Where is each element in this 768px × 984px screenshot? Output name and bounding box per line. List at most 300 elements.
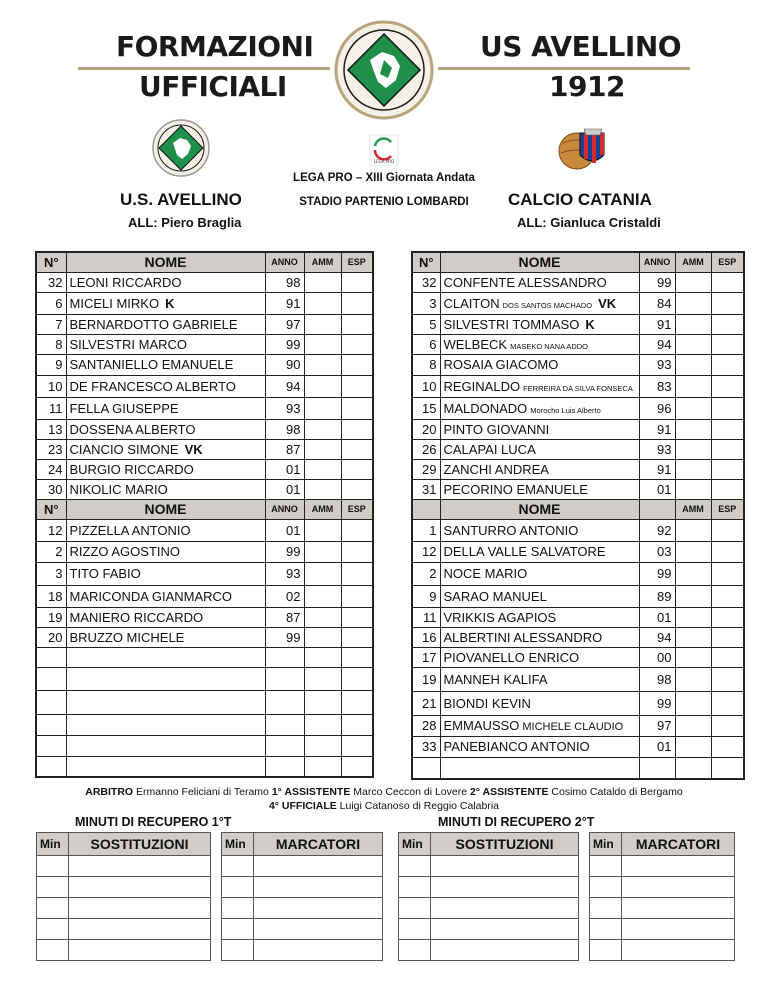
yellow-card-cell <box>675 397 711 419</box>
yellow-card-cell <box>304 607 341 627</box>
red-card-cell <box>711 627 744 647</box>
player-row <box>36 419 373 439</box>
empty-cell <box>304 735 341 756</box>
player-year: 97 <box>639 715 675 736</box>
player-number: 18 <box>36 585 66 607</box>
yellow-card-cell <box>304 541 341 562</box>
player-name-cell <box>66 292 265 314</box>
yellow-card-cell <box>675 647 711 667</box>
player-row <box>412 627 744 647</box>
fourth-official-name: Luigi Catanoso di Reggio Calabria <box>339 800 500 812</box>
entry-cell <box>622 877 735 898</box>
entry-cell <box>431 856 579 877</box>
entry-row <box>399 940 579 961</box>
player-name-cell <box>440 647 639 667</box>
min-cell <box>399 940 431 961</box>
red-card-cell <box>341 607 373 627</box>
player-name-cell <box>66 607 265 627</box>
assistant1-name: Marco Ceccon di Lovere <box>353 786 468 798</box>
red-card-cell <box>711 519 744 541</box>
min-cell <box>590 940 622 961</box>
player-name: CALAPAI LUCA <box>443 441 536 457</box>
min-cell <box>222 940 254 961</box>
min-cell <box>590 919 622 940</box>
player-number: 3 <box>36 562 66 585</box>
player-name: SILVESTRI TOMMASO <box>443 316 580 332</box>
yellow-card-cell <box>304 272 341 292</box>
player-name: ROSAIA GIACOMO <box>443 357 559 372</box>
yellow-card-cell <box>304 479 341 499</box>
player-number: 33 <box>412 736 440 757</box>
header-substitutions: SOSTITUZIONI <box>431 833 579 856</box>
player-name: NOCE MARIO <box>443 566 528 581</box>
empty-row <box>36 667 373 690</box>
player-name-cell <box>440 479 639 499</box>
red-card-cell <box>341 627 373 647</box>
entry-cell <box>622 919 735 940</box>
home-substitutions-table <box>36 832 211 961</box>
player-name-cell <box>440 585 639 607</box>
header-min: Min <box>222 833 254 856</box>
player-number: 13 <box>36 419 66 439</box>
red-card-cell <box>711 691 744 715</box>
player-name: ZANCHI ANDREA <box>443 461 549 477</box>
player-row <box>36 519 373 541</box>
red-card-cell <box>341 562 373 585</box>
header-min: Min <box>590 833 622 856</box>
player-name-cell <box>66 397 265 419</box>
player-name: SARAO MANUEL <box>443 588 547 604</box>
entry-cell <box>431 877 579 898</box>
entry-row <box>37 877 211 898</box>
player-year: 91 <box>639 459 675 479</box>
player-row <box>412 439 744 459</box>
player-row <box>412 562 744 585</box>
player-year: 90 <box>265 354 304 375</box>
player-name: MANIERO RICCARDO <box>69 609 204 625</box>
red-card-cell <box>341 334 373 354</box>
yellow-card-cell <box>675 314 711 334</box>
min-cell <box>399 856 431 877</box>
title-ufficiali: UFFICIALI <box>139 70 287 103</box>
entry-row <box>590 919 735 940</box>
red-card-cell <box>711 585 744 607</box>
player-number: 8 <box>412 354 440 375</box>
player-name-cell <box>440 334 639 354</box>
player-name: LEONI RICCARDO <box>69 274 182 290</box>
empty-cell <box>304 667 341 690</box>
min-cell <box>399 919 431 940</box>
red-card-cell <box>711 397 744 419</box>
empty-row <box>36 735 373 756</box>
player-number: 12 <box>412 541 440 562</box>
player-row <box>412 541 744 562</box>
player-name: BURGIO RICCARDO <box>69 461 194 477</box>
yellow-card-cell <box>304 397 341 419</box>
red-card-cell <box>711 334 744 354</box>
player-name-cell <box>440 354 639 375</box>
empty-cell <box>711 757 744 779</box>
assistant2-label: 2° ASSISTENTE <box>469 786 549 798</box>
player-full-name: DOS SANTOS MACHADO <box>502 300 593 310</box>
player-name: REGINALDO <box>443 378 521 394</box>
red-card-cell <box>711 562 744 585</box>
empty-cell <box>66 714 265 735</box>
yellow-card-cell <box>675 272 711 292</box>
avellino-small-logo <box>151 118 211 178</box>
player-year: 01 <box>265 459 304 479</box>
red-card-cell <box>711 667 744 691</box>
player-row <box>36 585 373 607</box>
player-row <box>412 736 744 757</box>
player-year: 99 <box>639 562 675 585</box>
red-card-cell <box>341 272 373 292</box>
empty-cell <box>265 647 304 667</box>
player-row <box>36 272 373 292</box>
player-year: 91 <box>265 292 304 314</box>
empty-cell <box>412 757 440 779</box>
red-card-cell <box>341 585 373 607</box>
yellow-card-cell <box>304 334 341 354</box>
empty-row <box>412 757 744 779</box>
empty-row <box>36 647 373 667</box>
player-row <box>36 375 373 397</box>
min-cell <box>590 877 622 898</box>
empty-row <box>36 690 373 714</box>
entry-row <box>590 877 735 898</box>
recupero-second-half: MINUTI DI RECUPERO 2°T <box>438 815 595 829</box>
player-name: MANNEH KALIFA <box>443 671 548 687</box>
captain-badge: VK <box>184 441 203 457</box>
player-name-cell <box>66 585 265 607</box>
player-name-cell <box>66 519 265 541</box>
player-year: 98 <box>265 272 304 292</box>
player-full-name: Morocho Luis Alberto <box>530 405 601 415</box>
empty-cell <box>341 647 373 667</box>
player-number: 24 <box>36 459 66 479</box>
player-number: 30 <box>36 479 66 499</box>
player-number: 32 <box>36 272 66 292</box>
player-name: BIONDI KEVIN <box>443 695 531 711</box>
competition-label: LEGA PRO – XIII Giornata Andata <box>293 172 475 184</box>
empty-cell <box>66 735 265 756</box>
player-row <box>36 334 373 354</box>
player-name-cell <box>440 736 639 757</box>
player-name-cell <box>66 479 265 499</box>
table-header-row <box>399 833 579 856</box>
entry-cell <box>69 898 211 919</box>
player-name-cell <box>66 314 265 334</box>
player-year: 99 <box>265 627 304 647</box>
header-num: N° <box>36 499 66 519</box>
player-name-cell <box>440 272 639 292</box>
player-name: RIZZO AGOSTINO <box>69 544 181 559</box>
header-name: NOME <box>440 252 639 272</box>
entry-cell <box>254 940 383 961</box>
header-esp: ESP <box>341 252 373 272</box>
entry-row <box>37 856 211 877</box>
player-number: 11 <box>412 607 440 627</box>
player-full-name: MASEKO NANA ADDO <box>510 341 589 351</box>
player-row <box>36 607 373 627</box>
player-row <box>36 562 373 585</box>
player-name-cell <box>440 667 639 691</box>
player-row <box>412 585 744 607</box>
entry-cell <box>622 898 735 919</box>
recupero-first-half: MINUTI DI RECUPERO 1°T <box>75 815 232 829</box>
player-number: 26 <box>412 439 440 459</box>
player-number: 1 <box>412 519 440 541</box>
player-number: 29 <box>412 459 440 479</box>
title-club: US AVELLINO <box>480 30 682 63</box>
entry-cell <box>431 940 579 961</box>
fourth-official-label: 4° UFFICIALE <box>268 800 337 812</box>
yellow-card-cell <box>675 419 711 439</box>
player-row <box>412 334 744 354</box>
empty-cell <box>304 647 341 667</box>
player-name-cell <box>66 354 265 375</box>
player-name: PECORINO EMANUELE <box>443 481 588 497</box>
player-name: CONFENTE ALESSANDRO <box>443 274 607 290</box>
player-row <box>412 419 744 439</box>
yellow-card-cell <box>304 562 341 585</box>
player-year: 87 <box>265 607 304 627</box>
entry-row <box>37 940 211 961</box>
arbitro-label: ARBITRO <box>85 786 134 798</box>
entry-row <box>222 856 383 877</box>
player-number: 8 <box>36 334 66 354</box>
officials-line-2 <box>0 800 768 812</box>
table-header-row <box>412 252 744 272</box>
table-header-row <box>590 833 735 856</box>
red-card-cell <box>711 607 744 627</box>
red-card-cell <box>711 647 744 667</box>
player-name-cell <box>440 419 639 439</box>
player-number: 19 <box>36 607 66 627</box>
player-row <box>412 691 744 715</box>
player-name-cell <box>66 459 265 479</box>
red-card-cell <box>711 541 744 562</box>
player-name: NIKOLIC MARIO <box>69 481 168 497</box>
player-name: PANEBIANCO ANTONIO <box>443 739 590 754</box>
yellow-card-cell <box>675 691 711 715</box>
player-name-cell <box>66 334 265 354</box>
captain-badge: K <box>585 316 595 332</box>
player-number: 31 <box>412 479 440 499</box>
entry-row <box>399 856 579 877</box>
entry-row <box>37 898 211 919</box>
red-card-cell <box>711 272 744 292</box>
player-row <box>36 354 373 375</box>
entry-cell <box>254 898 383 919</box>
player-row <box>36 479 373 499</box>
player-year: 83 <box>639 375 675 397</box>
empty-cell <box>304 714 341 735</box>
empty-cell <box>341 714 373 735</box>
entry-row <box>590 940 735 961</box>
empty-cell <box>341 756 373 777</box>
player-year: 94 <box>639 627 675 647</box>
header-amm: AMM <box>304 252 341 272</box>
player-row <box>36 541 373 562</box>
player-name: CLAITON <box>443 295 500 311</box>
yellow-card-cell <box>304 314 341 334</box>
player-name-cell <box>440 292 639 314</box>
home-scorers-table <box>221 832 383 961</box>
header-num <box>412 499 440 519</box>
player-year: 93 <box>639 354 675 375</box>
title-formazioni: FORMAZIONI <box>116 30 314 63</box>
player-row <box>36 627 373 647</box>
entry-cell <box>69 940 211 961</box>
player-number: 10 <box>412 375 440 397</box>
red-card-cell <box>711 314 744 334</box>
player-year: 01 <box>265 519 304 541</box>
player-number: 3 <box>412 292 440 314</box>
empty-cell <box>265 667 304 690</box>
player-name: SANTURRO ANTONIO <box>443 522 579 538</box>
header-year: ANNO <box>265 252 304 272</box>
red-card-cell <box>341 375 373 397</box>
header-name: NOME <box>66 252 265 272</box>
min-cell <box>37 856 69 877</box>
entry-cell <box>622 856 735 877</box>
player-row <box>412 647 744 667</box>
home-team-name: U.S. AVELLINO <box>120 190 242 209</box>
player-name: MALDONADO <box>443 400 528 416</box>
player-number: 6 <box>412 334 440 354</box>
red-card-cell <box>711 292 744 314</box>
player-name-cell <box>440 715 639 736</box>
yellow-card-cell <box>675 334 711 354</box>
player-name: CIANCIO SIMONE <box>69 441 179 457</box>
min-cell <box>590 856 622 877</box>
player-row <box>412 715 744 736</box>
empty-cell <box>36 667 66 690</box>
min-cell <box>37 919 69 940</box>
player-number: 2 <box>36 541 66 562</box>
yellow-card-cell <box>675 354 711 375</box>
header-year: ANNO <box>639 252 675 272</box>
header-rule-right <box>438 67 690 70</box>
empty-cell <box>265 756 304 777</box>
entry-row <box>590 898 735 919</box>
player-name-cell <box>440 375 639 397</box>
yellow-card-cell <box>675 439 711 459</box>
player-year: 99 <box>265 334 304 354</box>
table-header-row <box>36 252 373 272</box>
player-name: FELLA GIUSEPPE <box>69 400 179 416</box>
player-name-cell <box>440 519 639 541</box>
captain-badge: VK <box>598 295 617 311</box>
entry-row <box>37 919 211 940</box>
player-year: 01 <box>639 479 675 499</box>
home-roster-table <box>35 251 374 778</box>
player-name: ALBERTINI ALESSANDRO <box>443 629 603 645</box>
stadium-label: STADIO PARTENIO LOMBARDI <box>299 196 469 208</box>
empty-cell <box>341 667 373 690</box>
red-card-cell <box>711 459 744 479</box>
player-row <box>412 479 744 499</box>
away-substitutions-table <box>398 832 579 961</box>
player-name-cell <box>66 627 265 647</box>
svg-text:LEGA PRO: LEGA PRO <box>373 159 395 164</box>
empty-row <box>36 756 373 777</box>
player-name: PINTO GIOVANNI <box>443 421 550 437</box>
player-year: 00 <box>639 647 675 667</box>
entry-cell <box>69 856 211 877</box>
empty-cell <box>36 735 66 756</box>
player-name-cell <box>440 397 639 419</box>
player-row <box>412 314 744 334</box>
yellow-card-cell <box>675 736 711 757</box>
red-card-cell <box>711 736 744 757</box>
player-year: 93 <box>639 439 675 459</box>
yellow-card-cell <box>304 419 341 439</box>
player-name-cell <box>66 541 265 562</box>
player-number: 21 <box>412 691 440 715</box>
entry-row <box>222 877 383 898</box>
player-row <box>412 519 744 541</box>
player-row <box>412 459 744 479</box>
red-card-cell <box>341 459 373 479</box>
header-min: Min <box>37 833 69 856</box>
player-year: 01 <box>639 607 675 627</box>
player-number: 9 <box>36 354 66 375</box>
player-name: DE FRANCESCO ALBERTO <box>69 378 236 394</box>
player-name: MICELI MIRKO <box>69 295 160 311</box>
empty-cell <box>675 757 711 779</box>
empty-cell <box>36 690 66 714</box>
player-year: 97 <box>265 314 304 334</box>
player-year: 98 <box>265 419 304 439</box>
red-card-cell <box>711 479 744 499</box>
player-row <box>36 314 373 334</box>
player-number: 12 <box>36 519 66 541</box>
yellow-card-cell <box>675 627 711 647</box>
entry-row <box>222 898 383 919</box>
away-coach: ALL: Gianluca Cristaldi <box>517 215 661 230</box>
empty-cell <box>66 647 265 667</box>
entry-row <box>399 898 579 919</box>
red-card-cell <box>341 314 373 334</box>
header-num: N° <box>36 252 66 272</box>
min-cell <box>37 877 69 898</box>
entry-row <box>399 919 579 940</box>
yellow-card-cell <box>304 439 341 459</box>
player-row <box>36 459 373 479</box>
player-year: 92 <box>639 519 675 541</box>
entry-row <box>222 940 383 961</box>
player-row <box>412 354 744 375</box>
player-name-cell <box>440 607 639 627</box>
player-year: 84 <box>639 292 675 314</box>
header-name: NOME <box>440 499 639 519</box>
player-year: 89 <box>639 585 675 607</box>
player-number: 2 <box>412 562 440 585</box>
table-header-row <box>37 833 211 856</box>
header-scorers: MARCATORI <box>622 833 735 856</box>
yellow-card-cell <box>675 459 711 479</box>
lega-pro-logo <box>369 134 399 166</box>
yellow-card-cell <box>304 292 341 314</box>
red-card-cell <box>341 397 373 419</box>
empty-cell <box>341 690 373 714</box>
player-name: SILVESTRI MARCO <box>69 336 188 352</box>
table-header-row <box>222 833 383 856</box>
player-name-cell <box>66 439 265 459</box>
player-number: 20 <box>36 627 66 647</box>
